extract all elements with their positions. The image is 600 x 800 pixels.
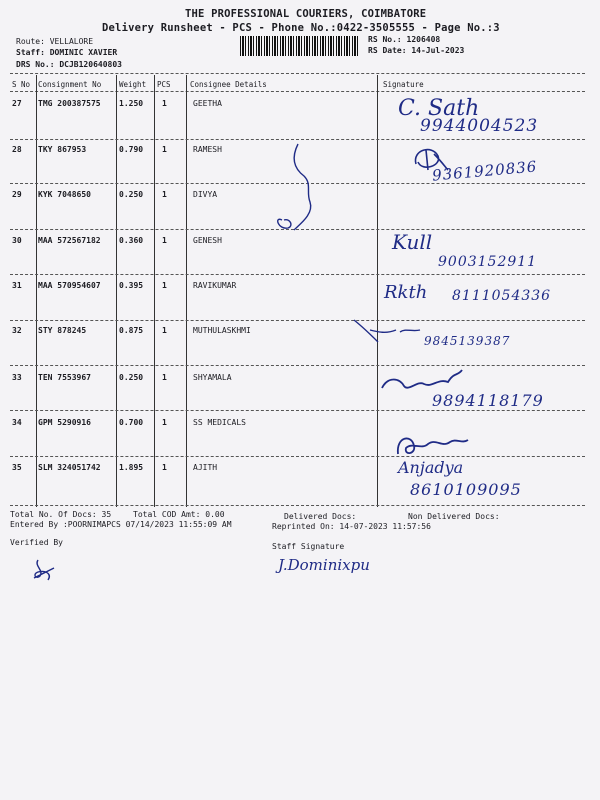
signature-name: Kull (392, 230, 433, 254)
signature-phone: 9944004523 (420, 116, 539, 136)
row-weight: 1.250 (119, 99, 144, 108)
row-consignment-no: TKY 867953 (38, 145, 87, 154)
non-delivered-docs: Non Delivered Docs: (408, 512, 500, 521)
row-consignment-no: TMG 200387575 (38, 99, 101, 108)
row-consignee: SHYAMALA (193, 373, 232, 382)
col-header-sno: S No (12, 80, 31, 89)
row-weight: 0.250 (119, 373, 144, 382)
row-sno: 29 (12, 190, 22, 199)
row-consignee: RAMESH (193, 145, 222, 154)
barcode-image (240, 36, 360, 56)
row-consignment-no: TEN 7553967 (38, 373, 91, 382)
col-header-pcs: PCS (157, 80, 171, 89)
row-consignment-no: MAA 570954607 (38, 281, 101, 290)
signature-phone: 9894118179 (432, 391, 544, 410)
row-pcs: 1 (162, 236, 167, 245)
signature-phone: 9845139387 (424, 334, 511, 348)
row-pcs: 1 (162, 281, 167, 290)
signature-phone: 8111054336 (452, 288, 552, 304)
signature-name: C. Sath (398, 96, 480, 121)
row-consignee: GENESH (193, 236, 222, 245)
company-title: THE PROFESSIONAL COURIERS, COIMBATORE (185, 8, 427, 20)
row-rule (10, 456, 585, 457)
row-consignee: RAVIKUMAR (193, 281, 237, 290)
row-sno: 30 (12, 236, 22, 245)
row-pcs: 1 (162, 190, 167, 199)
row-consignment-no: GPM 5290916 (38, 418, 91, 427)
staff-signature-label: Staff Signature (272, 542, 345, 551)
row-pcs: 1 (162, 326, 167, 335)
staff-label: Staff: DOMINIC XAVIER (16, 48, 118, 57)
table-top-rule (10, 73, 585, 74)
row-consignment-no: STY 878245 (38, 326, 87, 335)
row-consignee: AJITH (193, 463, 218, 472)
rs-date: RS Date: 14-Jul-2023 (368, 46, 465, 55)
signature-mark-arrow (350, 318, 430, 348)
drs-number: DRS No.: DCJB120640803 (16, 60, 122, 69)
col-header-consignee: Consignee Details (190, 80, 267, 89)
col-header-weight: Weight (119, 80, 147, 89)
row-weight: 0.875 (119, 326, 144, 335)
table-row (0, 418, 600, 464)
row-rule (10, 320, 585, 321)
runsheet-title: Delivery Runsheet - PCS - Phone No.:0422-3505555 - Page No.:3 (102, 22, 500, 34)
row-weight: 0.395 (119, 281, 144, 290)
rs-number: RS No.: 1206408 (368, 35, 441, 44)
signature-name: Anjadya (398, 458, 464, 477)
signature-phone: 8610109095 (410, 480, 522, 499)
row-weight: 1.895 (119, 463, 144, 472)
row-weight: 0.700 (119, 418, 144, 427)
signature-name: Rkth (384, 282, 428, 303)
row-consignee: GEETHA (193, 99, 222, 108)
row-pcs: 1 (162, 463, 167, 472)
col-header-signature: Signature (383, 80, 424, 89)
row-weight: 0.790 (119, 145, 144, 154)
row-sno: 28 (12, 145, 22, 154)
row-sno: 27 (12, 99, 22, 108)
row-weight: 0.250 (119, 190, 144, 199)
header-bottom-rule (10, 91, 585, 92)
row-sno: 32 (12, 326, 22, 335)
row-pcs: 1 (162, 99, 167, 108)
row-pcs: 1 (162, 145, 167, 154)
row-rule (10, 274, 585, 275)
row-consignment-no: SLM 324051742 (38, 463, 101, 472)
row-consignment-no: MAA 572567182 (38, 236, 101, 245)
total-docs: Total No. Of Docs: 35 (10, 510, 112, 519)
delivered-docs: Delivered Docs: (284, 512, 357, 521)
staff-signature-ink: J.Dominixpu (278, 556, 370, 574)
signature-phone: 9361920836 (431, 157, 539, 185)
row-pcs: 1 (162, 373, 167, 382)
row-rule (10, 365, 585, 366)
row-weight: 0.360 (119, 236, 144, 245)
entered-by: Entered By :POORNIMAPCS 07/14/2023 11:55:09 AM (10, 520, 232, 529)
signature-mark-scribble (270, 140, 330, 240)
row-sno: 34 (12, 418, 22, 427)
row-sno: 33 (12, 373, 22, 382)
row-sno: 31 (12, 281, 22, 290)
row-sno: 35 (12, 463, 22, 472)
row-pcs: 1 (162, 418, 167, 427)
verified-signature (30, 556, 60, 582)
row-consignee: DIVYA (193, 190, 218, 199)
signature-phone: 9003152911 (438, 254, 538, 270)
signature-mark-scribble (392, 430, 472, 460)
total-cod-amount: Total COD Amt: 0.00 (133, 510, 225, 519)
row-consignee: MUTHULASKHMI (193, 326, 251, 335)
verified-by-label: Verified By (10, 538, 63, 547)
row-rule (10, 410, 585, 411)
row-consignment-no: KYK 7048650 (38, 190, 91, 199)
reprinted-on: Reprinted On: 14-07-2023 11:57:56 (272, 522, 431, 531)
row-consignee: SS MEDICALS (193, 418, 246, 427)
route-label: Route: VELLALORE (16, 37, 94, 46)
table-bottom-rule (10, 505, 585, 506)
col-header-consignment: Consignment No (38, 80, 102, 89)
